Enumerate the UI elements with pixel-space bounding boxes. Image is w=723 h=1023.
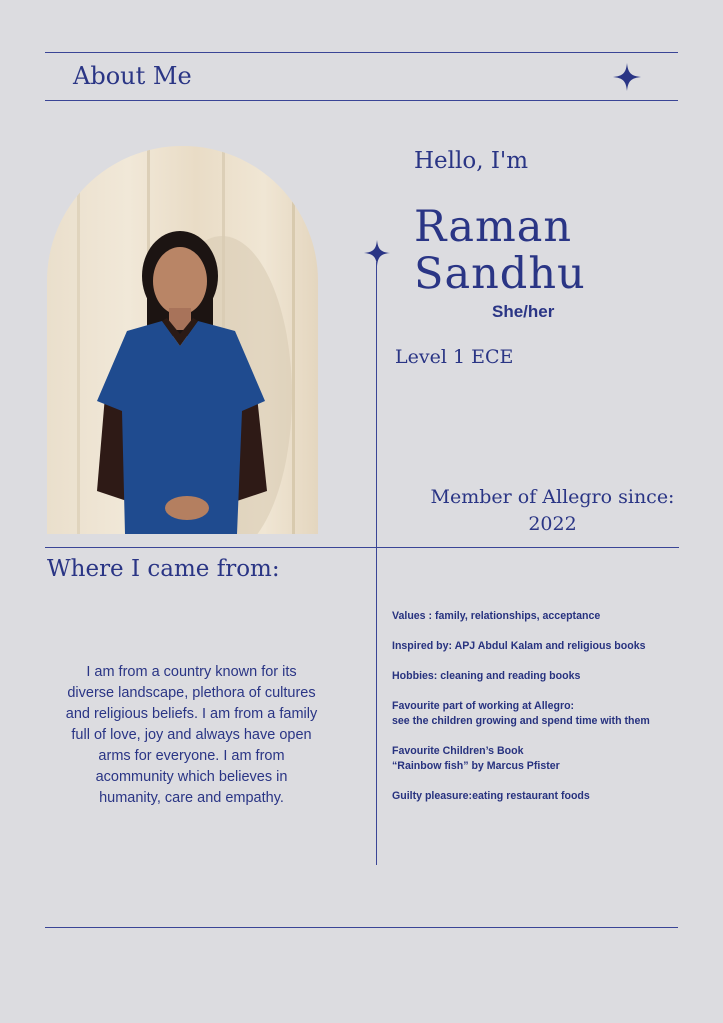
member-since-label: Member of Allegro since: xyxy=(430,486,675,508)
member-since-year: 2022 xyxy=(528,513,577,535)
greeting: Hello, I'm xyxy=(414,148,529,174)
fact-inspired: Inspired by: APJ Abdul Kalam and religious books xyxy=(392,640,646,652)
section-rule xyxy=(45,547,679,548)
fact-favourite-part xyxy=(392,699,650,729)
fact-favourite-book-value: “Rainbow fish” by Marcus Pfister xyxy=(392,760,560,772)
member-since xyxy=(420,484,685,538)
header-top-rule xyxy=(45,52,678,53)
footer-rule xyxy=(45,927,678,928)
vertical-divider xyxy=(376,262,377,865)
fact-favourite-book-label: Favourite Children’s Book xyxy=(392,745,524,757)
role-title: Level 1 ECE xyxy=(395,346,514,368)
bio-text: I am from a country known for its diverse landscape, plethora of cultures and religious beliefs. I am from a family full of love, joy and always have open arms for everyone. I am from acommunity which believes in humanity, care and empathy. xyxy=(65,664,318,806)
sparkle-icon xyxy=(613,63,641,91)
profile-photo xyxy=(47,146,318,534)
header-bottom-rule xyxy=(45,100,678,101)
fact-favourite-part-label: Favourite part of working at Allegro: xyxy=(392,700,575,712)
last-name: Sandhu xyxy=(414,249,586,299)
page-title: About Me xyxy=(73,62,192,90)
fact-favourite-book xyxy=(392,744,560,774)
section-title: Where I came from: xyxy=(47,556,280,582)
portrait-illustration xyxy=(47,146,318,534)
fact-guilty-pleasure: Guilty pleasure:eating restaurant foods xyxy=(392,790,590,802)
fact-hobbies: Hobbies: cleaning and reading books xyxy=(392,670,581,682)
sparkle-icon xyxy=(364,240,390,266)
first-name: Raman xyxy=(414,202,573,252)
pronouns: She/her xyxy=(492,302,555,321)
fact-values: Values : family, relationships, acceptance xyxy=(392,610,601,622)
fact-favourite-part-value: see the children growing and spend time with them xyxy=(392,715,650,727)
